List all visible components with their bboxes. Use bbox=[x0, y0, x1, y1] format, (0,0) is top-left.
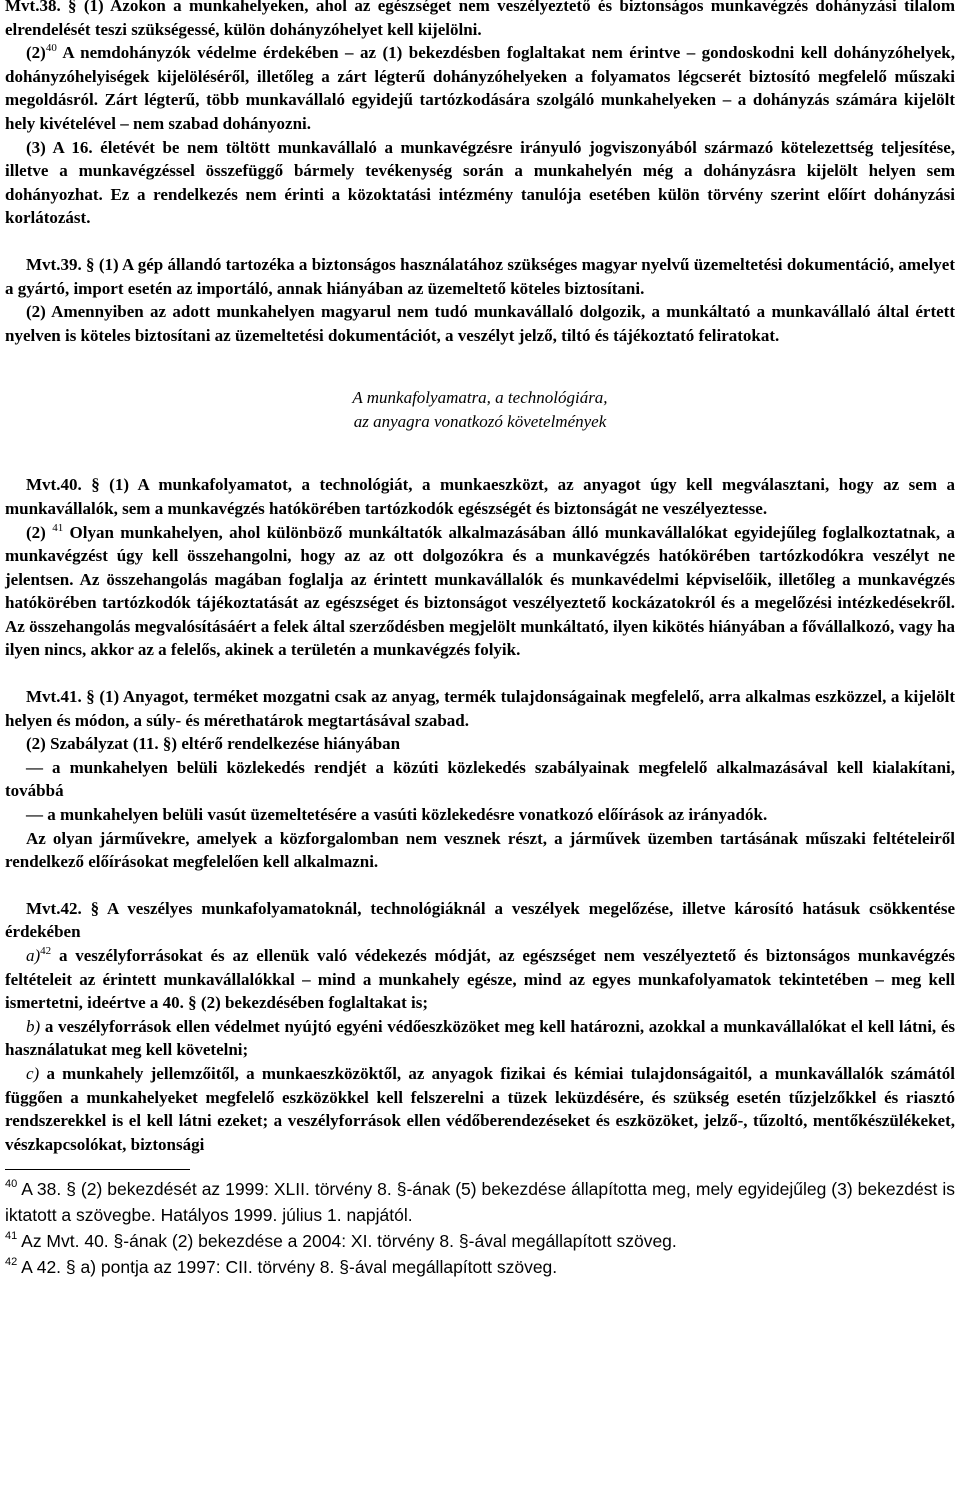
mvt42-item-c-text: a munkahely jellemzőitől, a munkaeszközöktől, az anyagok fizikai és kémiai tulajdonságaitól, a munkavállalók számától függően a munkahelyeket megfelelő eszközökkel kell felszerelni a tüzek leküzdésére, és szükség esetén tűzjelzőkkel és riasztó rendszerekkel is el kell látni ezeket; a veszélyforrások ellen védőberendezéseket és eszközöket, jelző-, tűzoltó, mentőkészülékeket, vészkapcsolókat, biztonsági bbox=[5, 1063, 955, 1154]
footnote-ref-40[interactable]: 40 bbox=[45, 42, 57, 55]
mvt41-dash-item-1: — a munkahelyen belüli közlekedés rendjét a közúti közlekedés szabályainak megfelelő alkalmazásával kell kialakítani, továbbá bbox=[5, 757, 955, 801]
section-heading bbox=[5, 386, 955, 434]
footnote-42-number: 42 bbox=[5, 1256, 18, 1269]
mvt42-item-b bbox=[5, 1015, 955, 1062]
mvt42-item-b-text: a veszélyforrások ellen védelmet nyújtó egyéni védőeszközöket meg kell határozni, azokkal a munkavállalókat el kell látni, és használatukat meg kell követelni; bbox=[5, 1016, 955, 1060]
footnote-42 bbox=[5, 1254, 955, 1280]
footnote-41-number: 41 bbox=[5, 1230, 18, 1243]
footnote-ref-41[interactable]: 41 bbox=[52, 521, 64, 534]
footnote-divider bbox=[5, 1169, 190, 1170]
mvt38-paragraph-2 bbox=[5, 41, 955, 135]
footnote-40-text: A 38. § (2) bekezdését az 1999: XLII. törvény 8. §-ának (5) bekezdése állapította meg, mely egyidejűleg (3) bekezdést is iktatott a szövegbe. Hatályos 1999. július 1. napjától. bbox=[5, 1179, 955, 1226]
section-heading-line-2: az anyagra vonatkozó követelmények bbox=[353, 412, 607, 432]
mvt38-p2-text: A nemdohányzók védelme érdekében – az (1) bekezdésben foglaltakat nem érintve – gondoskodni kell dohányzóhelyek, dohányzóhelyiségek kijelöléséről, illetőleg a zárt légterű dohányzóhelyeken a folyamatos légcserét biztosító megfelelő műszaki megoldásról. Zárt légterű, több munkavállaló egyidejű tartózkodására szolgáló munkahelyeken – a dohányzás számára kijelölt hely kivételével – nem szabad dohányozni. bbox=[5, 43, 955, 133]
mvt38-paragraph-3: (3) A 16. életévét be nem töltött munkavállaló a munkavégzésre irányuló jogviszonyából származó kötelezettség teljesítése, illetve a munkavégzéssel összefüggő bármely tevékenység során a munkahelyén még a dohányzásra kijelölt helyen sem dohányozhat. Ez a rendelkezés nem érinti a közoktatási intézmény tanulója esetében külön törvény szerint előírt dohányzási korlátozást. bbox=[5, 137, 955, 228]
mvt40-p2-text: Olyan munkahelyen, ahol különböző munkáltatók alkalmazásában álló munkavállalókat egyidejűleg foglalkoztatnak, a munkavégzést úgy kell összehangolni, hogy az az ott dolgozókra és a munkavégzés hatókörében tartózkodókra veszélyt ne jelentsen. Az összehangolás magában foglalja az érintett munkavállalók és munkavédelmi képviselőik, illetőleg a munkavégzés hatókörében tartózkodók tájékoztatását az egészséget és biztonságot veszélyeztető kockázatokról és a megelőzési intézkedésekről. Az összehangolás megvalósításáért a felek által szerződésben megjelölt munkáltató, ilyen kikötés hiányában a fővállalkozó, vagy ha ilyen nincs, akkor az a felelős, akinek a területén a munkavégzés folyik. bbox=[5, 522, 955, 660]
footnote-42-text: A 42. § a) pontja az 1997: CII. törvény 8. §-ával megállapított szöveg. bbox=[17, 1257, 558, 1278]
mvt42-item-c bbox=[5, 1062, 955, 1156]
mvt42-item-a-label: a) bbox=[26, 946, 41, 965]
footnote-41 bbox=[5, 1228, 955, 1254]
mvt42-item-b-label: b) bbox=[26, 1016, 41, 1036]
mvt42-item-a-text: a veszélyforrásokat és az ellenük való védekezés módját, az egészséget nem veszélyeztető és biztonságos munkavégzés feltételeit az érintett munkavállalókkal – mind a munkahely egésze, mind az egyes munkafolyamatok tekintetében – meg kell ismertetni, ideértve a 40. § (2) bekezdésében foglaltakat is; bbox=[5, 946, 955, 1013]
mvt40-p2-lead: (2) bbox=[26, 522, 53, 542]
mvt42-paragraph-1: Mvt.42. § A veszélyes munkafolyamatoknál, technológiáknál a veszélyek megelőzése, illetve károsító hatásuk csökkentése érdekében bbox=[5, 898, 955, 942]
footnote-40-number: 40 bbox=[5, 1178, 18, 1191]
mvt42-item-c-label: c) bbox=[26, 1063, 40, 1083]
footnote-41-text: Az Mvt. 40. §-ának (2) bekezdése a 2004: XI. törvény 8. §-ával megállapított szöveg. bbox=[17, 1231, 677, 1252]
mvt39-paragraph-2: (2) Amennyiben az adott munkahelyen magyarul nem tudó munkavállaló dolgozik, a munkáltató a munkavállaló által értett nyelven is köteles biztosítani az üzemeltetési dokumentációt, a veszélyt jelző, tiltó és tájékoztató feliratokat. bbox=[5, 302, 955, 345]
mvt41-paragraph-1: Mvt.41. § (1) Anyagot, terméket mozgatni csak az anyag, termék tulajdonságainak megfelelő, arra alkalmas eszközzel, a kijelölt helyen és módon, a súly- és mérethatárok megtartásával szabad. bbox=[5, 687, 955, 730]
section-heading-line-1: A munkafolyamatra, a technológiára, bbox=[352, 388, 608, 408]
mvt41-paragraph-3: Az olyan járművekre, amelyek a közforgalomban nem vesznek részt, a járművek üzemben tartásának műszaki feltételeiről rendelkező előírásokat megfelelően kell alkalmazni. bbox=[5, 828, 955, 872]
mvt40-paragraph-2 bbox=[5, 521, 955, 663]
mvt42-item-a bbox=[5, 944, 955, 1015]
footnote-40 bbox=[5, 1176, 955, 1228]
mvt41-dash-item-2: — a munkahelyen belüli vasút üzemeltetésére a vasúti közlekedésre vonatkozó előírások az irányadók. bbox=[26, 805, 768, 825]
mvt39-paragraph-1: Mvt.39. § (1) A gép állandó tartozéka a biztonságos használatához szükséges magyar nyelvű üzemeltetési dokumentáció, amelyet a gyártó, import esetén az importáló, annak hiányában az üzemeltető köteles biztosítani. bbox=[5, 254, 955, 298]
mvt38-p2-lead: (2) bbox=[26, 43, 46, 63]
footnote-ref-42[interactable]: 42 bbox=[40, 945, 52, 957]
mvt40-paragraph-1: Mvt.40. § (1) A munkafolyamatot, a technológiát, a munkaeszközt, az anyagot úgy kell megválasztani, hogy az sem a munkavállalók, sem a munkavégzés hatókörében tartózkodók egészségét és biztonságát ne veszélyeztesse. bbox=[5, 475, 955, 518]
mvt41-paragraph-2: (2) Szabályzat (11. §) eltérő rendelkezése hiányában bbox=[26, 734, 401, 754]
mvt38-paragraph-1: Mvt.38. § (1) Azokon a munkahelyeken, ahol az egészséget nem veszélyeztető és biztonságos munkavégzés dohányzási tilalom elrendelését teszi szükségessé, külön dohányzóhelyet kell kijelölni. bbox=[5, 0, 955, 39]
